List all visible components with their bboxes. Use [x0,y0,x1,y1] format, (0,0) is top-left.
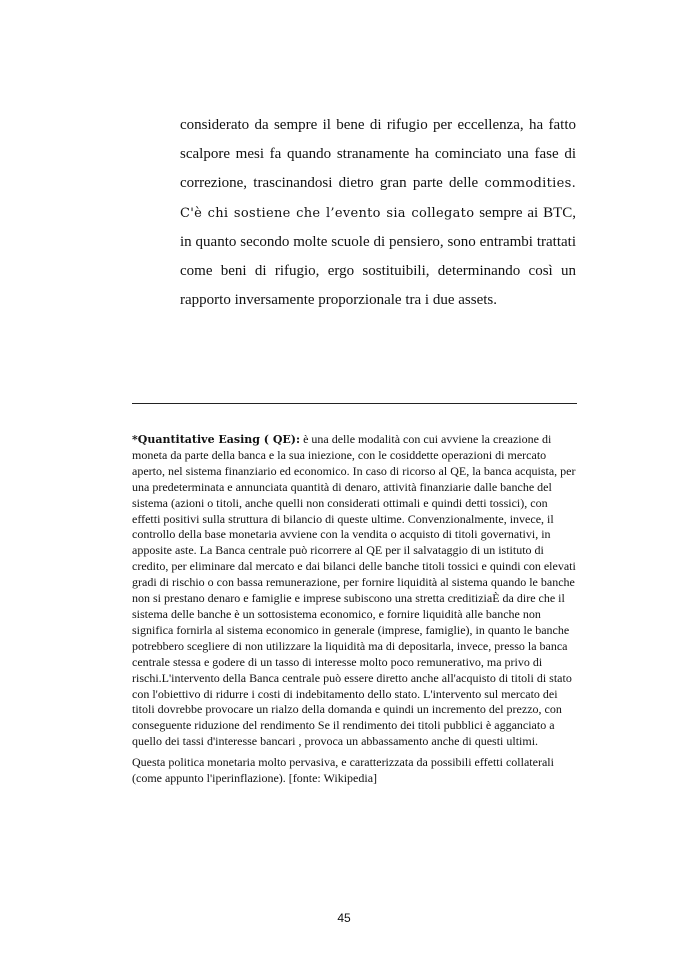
body-line: fase di correzione, trascinandosi dietro gran parte delle [180,146,576,192]
footnote-line: queste ultime. Convenzionalmente, invece, il controllo della base monetaria [132,511,554,542]
footnote-line: banca acquista, per una predeterminata e annunciata quantità di denaro, attività [132,463,576,494]
footnote [132,432,577,787]
footnote-line: creditiziaÈ da dire che il sistema delle banche è un sottosistema economico, e [132,591,565,621]
page-number: 45 [337,911,351,925]
body-line: sono entrambi trattati come beni di rifugio, ergo sostituibili, [180,233,576,280]
body-line: fatto scalpore mesi fa quando stranamente ha cominciato una [180,117,576,163]
footnote-line: rendimento dei titoli pubblici è agganciato a quello dei tassi d'interesse bancari , [132,718,555,749]
footnote-line: provoca un abbassamento anche di questi ultimi. [304,734,539,749]
footnote-line: rischi.L'intervento della Banca centrale può essere diretto anche all'acquisto di [132,670,509,685]
footnote-line: fornire liquidità alle banche non significa fornirla al sistema economico in [132,606,541,637]
footnote-line: L'intervento sul mercato dei titoli dovrebbe provocare un rialzo della domanda e [132,686,558,717]
footnote-line: ottimali e quindi detti tossici), con effetti positivi sulla struttura di bilancio di [132,495,548,526]
footnote-line: godere di un tasso di interesse molto poco remunerativo, ma privo di [212,654,543,669]
body-line: tra i due assets. [405,292,497,309]
footnote-line: gradi di rischio o con bassa remunerazione, per fornire liquidità al sistema quando [132,575,527,590]
footnote-line: le banche non si prestano denaro e famiglie e imprese subiscono una stretta [132,575,575,606]
footnote-separator [132,403,577,404]
footnote-line: utilizzare la liquidità ma di depositarla, invece, presso la banca centrale stessa e [132,638,568,669]
body-line: determinando così un rapporto inversamente proporzionale [180,263,577,309]
footnote-closing: Questa politica monetaria molto pervasiva, e caratterizzata da possibili effetti collaterali (come appunto l'iperinflazione). [fonte: Wikipedia] [132,755,554,786]
footnote-line: è una delle modalità con cui avviene la creazione di [303,432,552,446]
footnote-line: moneta da parte della banca e la sua iniezione, con le cosiddette operazioni di [132,447,505,462]
footnote-term: *Quantitative Easing ( QE): [132,433,301,446]
footnote-line: mercato aperto, nel sistema finanziario ed economico. In caso di ricorso al QE, la [132,447,547,478]
body-line: considerato da sempre il bene di rifugio per eccellenza, ha [180,117,544,133]
footnote-line: finanziarie dalle banche del sistema (azioni o titoli, anche quelli non considerati [132,479,552,510]
footnote-line: generale (imprese, famiglie), in quanto le banche potrebbero scegliere di non [132,622,570,653]
body-line: sempre ai BTC, in quanto secondo molte scuole di pensiero, [180,204,576,250]
footnote-line: centrale può ricorrere al QE per il salvataggio di un istituto di credito, per [132,543,544,574]
footnote-definition [132,432,577,750]
footnote-line: titoli di stato con l'obiettivo di ridurre i costi di indebitamento dello stato. [132,670,572,701]
footnote-line: quindi un incremento del prezzo, con conseguente riduzione del rendimento Se il [132,702,562,733]
body-line: commodities. C'è chi sostiene che l’evento sia collegato [180,176,576,221]
body-paragraph [180,111,576,315]
footnote-line: eliminare dal mercato e dai bilanci delle banche titoli tossici e quindi con elevati [189,559,576,574]
footnote-line: avviene con la vendita o acquisto di titoli governativi, in apposite aste. La Banca [132,527,551,558]
